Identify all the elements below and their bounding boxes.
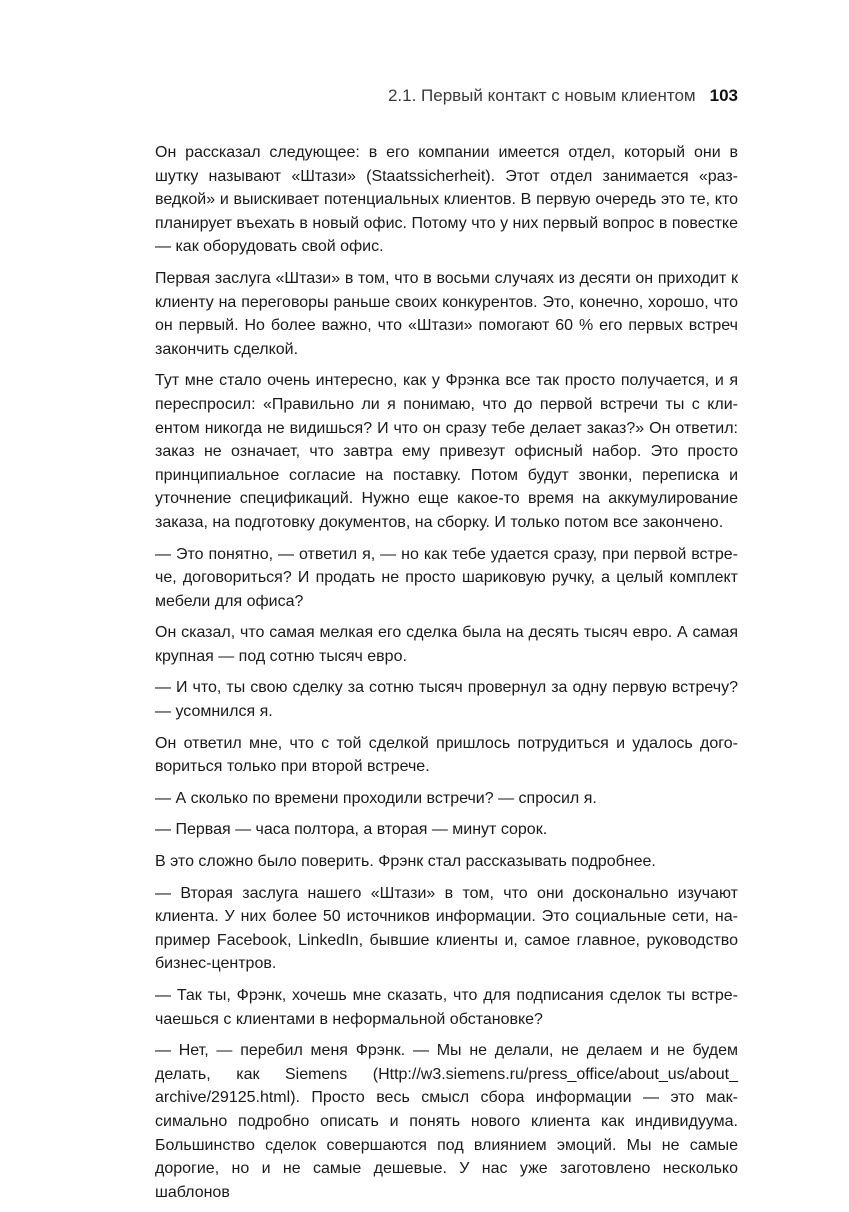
running-title: 2.1. Первый контакт с новым клиентом (387, 86, 696, 105)
page-number: 103 (709, 86, 738, 105)
paragraph: — Так ты, Фрэнк, хочешь мне сказать, что для подписания сделок ты встречаешься с клиентами в неформальной обстановке? (155, 987, 738, 1028)
paragraph: — Вторая заслуга нашего «Штази» в том, что они досконально изучают клиента. У них более 50 источников информации. Это социальные сети, например Facebook, LinkedIn, бывшие клиенты и, самое главное, руководство бизнес-центров. (155, 884, 738, 973)
paragraph: Он ответил мне, что с той сделкой пришлось потрудиться и удалось договориться только при второй встрече. (155, 734, 738, 776)
paragraph: — Нет, — перебил меня Фрэнк. — Мы не делали, не делаем и не будем делать, как Siemens (Http://w3.siemens.ru/press_office/about_us/about_​archive/29125.html). Просто весь смысл сбора информации — это максимально подробно описать и понять нового клиента как индивидуума. Большинство сделок совершаются под влиянием эмоций. Мы не самые дорогие, но и не самые дешевые. У нас уже заготовлено несколько шаблонов (155, 1042, 738, 1201)
paragraph: — Первая — часа полтора, а вторая — минут сорок. (155, 821, 548, 839)
paragraph: — А сколько по времени проходили встречи? — спросил я. (155, 789, 597, 807)
running-head (155, 84, 738, 108)
body-text (155, 141, 738, 1212)
paragraph: Он сказал, что самая мелкая его сделка была на десять тысяч евро. А самая крупная — под сотню тысяч евро. (155, 624, 738, 665)
paragraph: В это сложно было поверить. Фрэнк стал рассказывать подробнее. (155, 853, 656, 871)
paragraph: — Это понятно, — ответил я, — но как тебе удается сразу, при первой встрече, договориться? И продать не просто шариковую ручку, а целый комплект мебели для офиса? (155, 545, 738, 610)
paragraph: — И что, ты свою сделку за сотню тысяч провернул за одну первую встречу? — усомнился я. (155, 679, 738, 721)
paragraph: Он рассказал следующее: в его компании имеется отдел, который они в шутку называют «Штази» (Staatssicherheit). Этот отдел занимается «разведкой» и выискивает потенциальных клиентов. В первую очередь это те, кто планирует въехать в новый офис. Потому что у них первый вопрос в повестке — как оборудовать свой офис. (155, 144, 738, 256)
paragraph: Первая заслуга «Штази» в том, что в восьми случаях из десяти он приходит к клиенту на переговоры раньше своих конкурентов. Это, конечно, хорошо, что он первый. Но более важно, что «Штази» помогают 60 % его первых встреч закончить сделкой. (155, 269, 738, 358)
paragraph: Тут мне стало очень интересно, как у Фрэнка все так просто получается, и я переспросил: «Правильно ли я понимаю, что до первой встречи ты с клиентом никогда не видишься? И что он сразу тебе делает заказ?» Он ответил: заказ не означает, что завтра ему привезут офисный набор. Это просто принципиальное согласие на поставку. Потом будут звонки, переписка и уточнение спецификаций. Нужно еще какое-то время на аккумулирование заказа, на подготовку документов, на сборку. И только потом все закончено. (155, 372, 738, 531)
